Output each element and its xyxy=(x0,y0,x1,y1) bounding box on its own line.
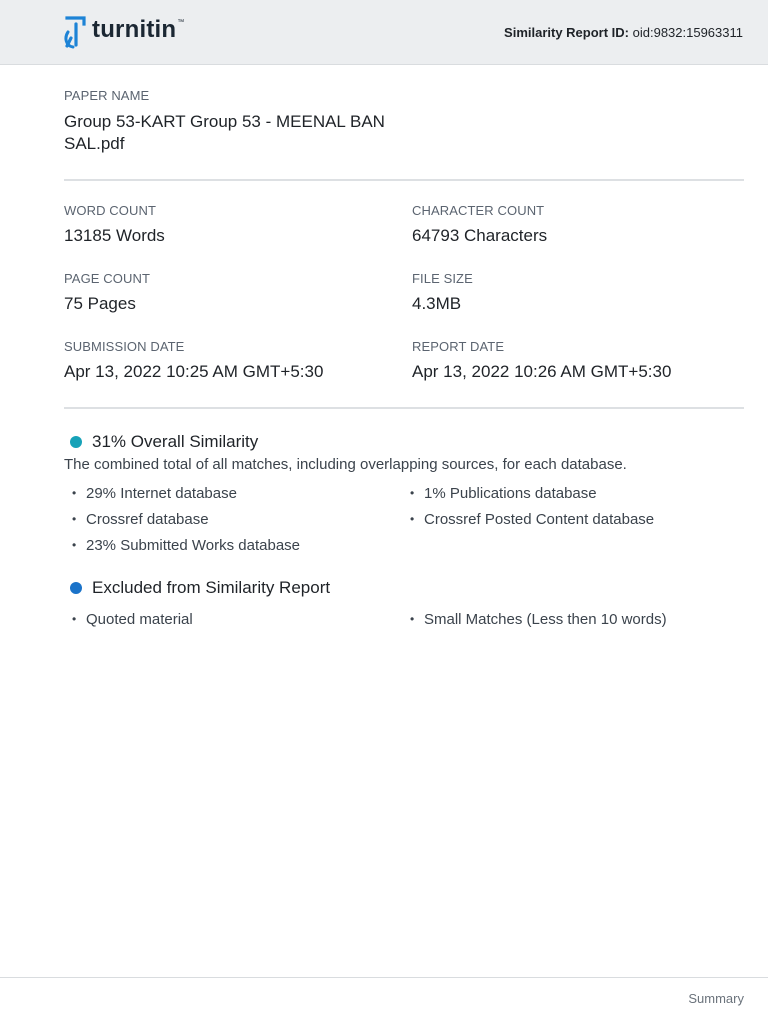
page-count-label: PAGE COUNT xyxy=(64,271,150,286)
paper-name-value: Group 53-KART Group 53 - MEENAL BAN SAL.pdf xyxy=(64,112,385,153)
list-item: • 23% Submitted Works database xyxy=(64,537,300,563)
excluded-title: Excluded from Similarity Report xyxy=(92,578,331,597)
excluded-dot-icon xyxy=(70,582,82,594)
list-item: • Small Matches (Less then 10 words) xyxy=(402,611,667,637)
page-count-field xyxy=(64,271,150,315)
report-header xyxy=(0,0,768,65)
submission-date-label: SUBMISSION DATE xyxy=(64,339,185,354)
list-item: • Quoted material xyxy=(64,611,193,637)
submission-date-value: Apr 13, 2022 10:25 AM GMT+5:30 xyxy=(64,362,324,381)
turnitin-logo-icon xyxy=(64,14,88,50)
report-date-value: Apr 13, 2022 10:26 AM GMT+5:30 xyxy=(412,362,672,381)
similarity-sources-left xyxy=(64,485,300,563)
logo-trademark: ™ xyxy=(177,18,185,26)
character-count-value: 64793 Characters xyxy=(412,226,548,245)
overall-similarity-heading xyxy=(70,432,258,452)
list-item: • Crossref database xyxy=(64,511,300,537)
submission-date-field xyxy=(64,339,323,383)
file-size-label: FILE SIZE xyxy=(412,271,473,286)
list-item: • 1% Publications database xyxy=(402,485,654,511)
word-count-label: WORD COUNT xyxy=(64,203,156,218)
excluded-items-right xyxy=(402,611,667,637)
overall-similarity-title: 31% Overall Similarity xyxy=(92,432,259,451)
similarity-report-id xyxy=(504,25,743,40)
report-date-label: REPORT DATE xyxy=(412,339,505,354)
paper-name-label: PAPER NAME xyxy=(64,88,150,103)
logo-wordmark: turnitin xyxy=(92,16,177,43)
list-item: • 29% Internet database xyxy=(64,485,300,511)
character-count-field xyxy=(412,203,547,247)
report-id-label: Similarity Report ID: xyxy=(504,25,629,40)
divider xyxy=(64,407,744,409)
report-date-field xyxy=(412,339,671,383)
list-item: • Crossref Posted Content database xyxy=(402,511,654,537)
report-id-value: oid:9832:15963311 xyxy=(632,25,743,40)
similarity-sources-right xyxy=(402,485,654,537)
file-size-value: 4.3MB xyxy=(412,294,462,313)
similarity-dot-icon xyxy=(70,436,82,448)
excluded-heading xyxy=(70,578,330,598)
footer-divider xyxy=(0,977,768,978)
paper-name-section xyxy=(64,88,744,155)
turnitin-logo xyxy=(64,14,184,50)
character-count-label: CHARACTER COUNT xyxy=(412,203,545,218)
word-count-value: 13185 Words xyxy=(64,226,165,245)
footer-summary-label: Summary xyxy=(688,991,744,1006)
file-size-field xyxy=(412,271,473,315)
similarity-description: The combined total of all matches, including overlapping sources, for each database. xyxy=(64,456,627,473)
page-count-value: 75 Pages xyxy=(64,294,136,313)
word-count-field xyxy=(64,203,165,247)
excluded-items-left xyxy=(64,611,193,637)
divider xyxy=(64,179,744,181)
